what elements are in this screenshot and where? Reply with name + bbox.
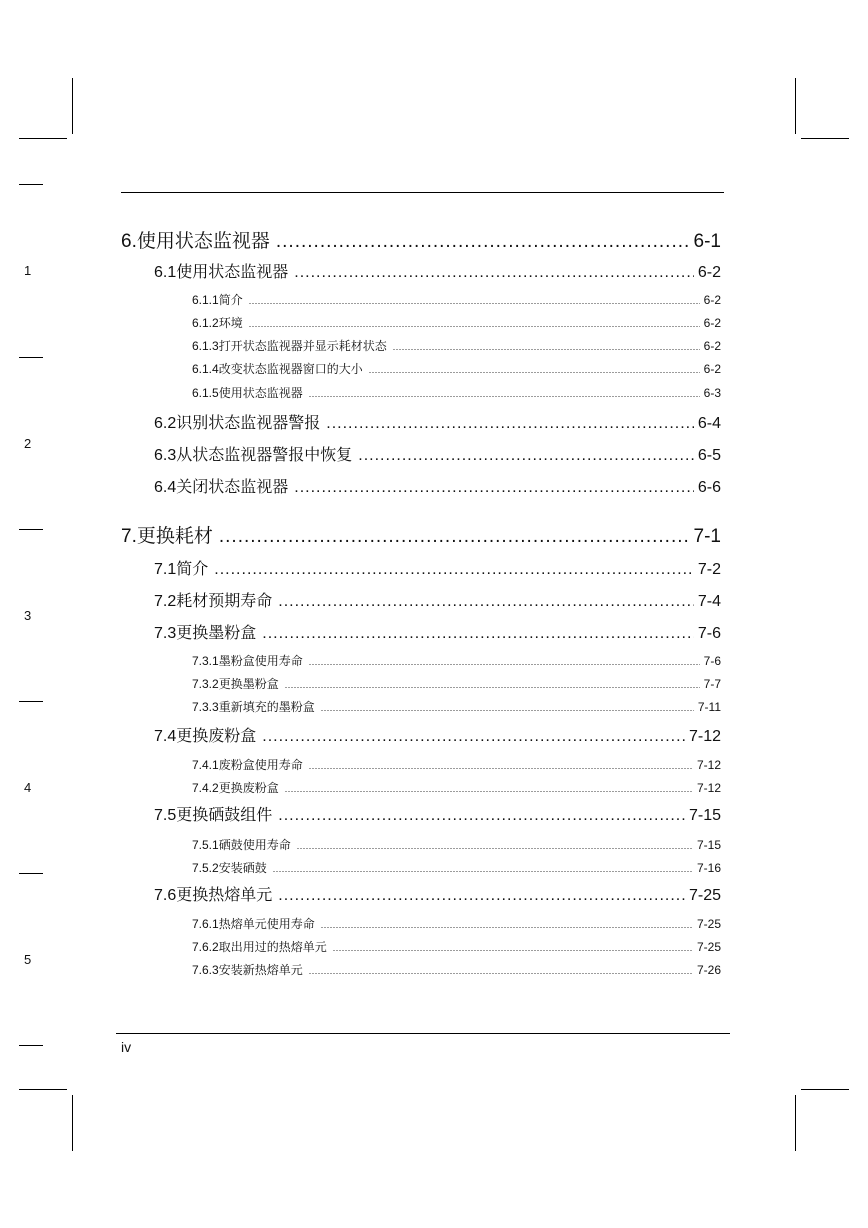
toc-entry-number: 7.2 <box>154 593 177 610</box>
toc-entry-section[interactable] <box>154 588 721 610</box>
toc-entry-number: 7.3.1 <box>192 654 219 668</box>
toc-entry-title: 打开状态监视器并显示耗材状态 <box>218 339 387 353</box>
toc-entry-subsection[interactable] <box>192 652 721 670</box>
toc-entry-number: 6.1 <box>154 264 177 281</box>
toc-entry-page: 6-1 <box>693 231 721 252</box>
toc-dot-leader <box>309 657 700 667</box>
toc-entry-number: 7.3.2 <box>192 677 219 691</box>
toc-entry-number: 6.3 <box>154 447 177 464</box>
toc-entry-subsection[interactable] <box>192 291 721 309</box>
toc-entry-title: 从状态监视器警报中恢复 <box>176 447 353 464</box>
toc-entry-page: 7-25 <box>696 917 721 931</box>
toc-entry-number: 7.4.2 <box>192 781 219 795</box>
toc-entry-number: 7.4.1 <box>192 758 219 772</box>
toc-entry-title: 墨粉盒使用寿命 <box>218 654 303 668</box>
toc-entry-section[interactable] <box>154 723 721 745</box>
toc-entry-section[interactable] <box>154 259 721 281</box>
toc-dot-leader <box>273 864 693 874</box>
toc-entry-title: 更换硒鼓组件 <box>176 807 273 824</box>
toc-entry-subsection[interactable] <box>192 779 721 797</box>
toc-entry-page: 6-2 <box>703 339 721 353</box>
toc-dot-leader <box>294 264 694 282</box>
toc-dot-leader <box>309 389 700 399</box>
toc-entry-title: 更换热熔单元 <box>176 887 273 904</box>
toc-entry-page: 6-6 <box>697 479 721 496</box>
toc-dot-leader <box>369 365 700 375</box>
toc-entry-page: 7-6 <box>703 654 721 668</box>
toc-entry-page: 7-16 <box>696 861 721 875</box>
header-rule <box>121 192 724 193</box>
toc-entry-number: 6.1.2 <box>192 316 219 330</box>
toc-entry-section[interactable] <box>154 556 721 578</box>
toc-entry-page: 7-1 <box>693 526 721 547</box>
toc-entry-title: 取出用过的热熔单元 <box>218 940 327 954</box>
toc-entry-number: 6.4 <box>154 479 177 496</box>
toc-entry-page: 6-2 <box>703 362 721 376</box>
side-tab-divider <box>19 529 43 530</box>
toc-dot-leader <box>358 447 694 465</box>
toc-entry-page: 7-25 <box>688 887 721 904</box>
toc-dot-leader <box>393 342 700 352</box>
side-tab-5: 5 <box>24 952 32 967</box>
toc-entry-number: 7.3 <box>154 625 177 642</box>
toc-dot-leader <box>297 841 693 851</box>
toc-entry-subsection[interactable] <box>192 756 721 774</box>
crop-mark-top-left-horizontal <box>19 138 67 139</box>
toc-entry-title: 更换墨粉盒 <box>176 625 257 642</box>
toc-entry-number: 7.3.3 <box>192 700 219 714</box>
toc-dot-leader <box>262 625 694 643</box>
toc-dot-leader <box>278 887 685 905</box>
toc-entry-title: 重新填充的墨粉盒 <box>218 700 315 714</box>
toc-entry-section[interactable] <box>154 802 721 824</box>
toc-entry-number: 7.5.1 <box>192 838 219 852</box>
toc-entry-title: 安装新热熔单元 <box>218 963 303 977</box>
toc-entry-page: 6-5 <box>697 447 721 464</box>
toc-entry-number: 7.6.1 <box>192 917 219 931</box>
crop-mark-bottom-left-vertical <box>72 1095 73 1151</box>
toc-entry-title: 使用状态监视器 <box>176 264 289 281</box>
toc-entry-page: 6-4 <box>697 415 721 432</box>
crop-mark-bottom-left-horizontal <box>19 1089 67 1090</box>
toc-entry-section[interactable] <box>154 410 721 432</box>
toc-entry-page: 7-12 <box>688 728 721 745</box>
toc-entry-title: 改变状态监视器窗口的大小 <box>218 362 363 376</box>
toc-dot-leader <box>219 526 690 548</box>
toc-entry-title: 简介 <box>218 293 243 307</box>
toc-entry-page: 6-3 <box>703 386 721 400</box>
toc-entry-subsection[interactable] <box>192 384 721 402</box>
toc-entry-title: 更换墨粉盒 <box>218 677 279 691</box>
toc-dot-leader <box>249 296 700 306</box>
toc-dot-leader <box>278 593 694 611</box>
toc-entry-page: 7-26 <box>696 963 721 977</box>
toc-dot-leader <box>309 761 693 771</box>
crop-mark-top-left-vertical <box>72 78 73 134</box>
toc-entry-number: 7.5 <box>154 807 177 824</box>
toc-entry-subsection[interactable] <box>192 915 721 933</box>
toc-dot-leader <box>285 784 693 794</box>
toc-entry-page: 7-7 <box>703 677 721 691</box>
toc-entry-page: 7-4 <box>697 593 721 610</box>
side-tab-4: 4 <box>24 780 32 795</box>
side-tab-divider <box>19 873 43 874</box>
side-tab-1: 1 <box>24 263 32 278</box>
toc-entry-chapter[interactable] <box>121 521 721 547</box>
toc-entry-section[interactable] <box>154 882 721 904</box>
toc-entry-subsection[interactable] <box>192 859 721 877</box>
toc-entry-title: 关闭状态监视器 <box>176 479 289 496</box>
crop-mark-top-right-horizontal <box>801 138 849 139</box>
toc-entry-page: 6-2 <box>703 293 721 307</box>
toc-dot-leader <box>214 561 694 579</box>
toc-dot-leader <box>321 920 693 930</box>
toc-entry-subsection[interactable] <box>192 675 721 693</box>
toc-entry-title: 使用状态监视器 <box>136 231 270 252</box>
toc-entry-section[interactable] <box>154 442 721 464</box>
side-tab-2: 2 <box>24 436 32 451</box>
toc-entry-number: 6.1.1 <box>192 293 219 307</box>
toc-entry-page: 6-2 <box>703 316 721 330</box>
toc-entry-section[interactable] <box>154 474 721 496</box>
toc-entry-page: 7-15 <box>688 807 721 824</box>
toc-entry-number: 7.4 <box>154 728 177 745</box>
toc-entry-title: 热熔单元使用寿命 <box>218 917 315 931</box>
crop-mark-bottom-right-horizontal <box>801 1089 849 1090</box>
side-tab-divider <box>19 701 43 702</box>
toc-entry-title: 硒鼓使用寿命 <box>218 838 291 852</box>
toc-entry-title: 更换耗材 <box>136 526 213 547</box>
toc-entry-page: 7-15 <box>696 838 721 852</box>
toc-dot-leader <box>294 479 694 497</box>
toc-entry-number: 7. <box>121 526 137 547</box>
toc-entry-title: 简介 <box>176 561 209 578</box>
toc-entry-number: 7.1 <box>154 561 177 578</box>
toc-entry-subsection[interactable] <box>192 938 721 956</box>
toc-entry-number: 7.6.2 <box>192 940 219 954</box>
toc-dot-leader <box>309 966 693 976</box>
toc-entry-number: 6. <box>121 231 137 252</box>
footer-rule <box>116 1033 730 1034</box>
toc-entry-title: 使用状态监视器 <box>218 386 303 400</box>
toc-entry-number: 6.1.3 <box>192 339 219 353</box>
toc-entry-page: 7-25 <box>696 940 721 954</box>
side-tab-3: 3 <box>24 608 32 623</box>
toc-entry-title: 安装硒鼓 <box>218 861 267 875</box>
toc-entry-number: 6.2 <box>154 415 177 432</box>
toc-dot-leader <box>278 807 685 825</box>
toc-entry-number: 7.5.2 <box>192 861 219 875</box>
toc-entry-number: 6.1.4 <box>192 362 219 376</box>
toc-entry-subsection[interactable] <box>192 961 721 979</box>
toc-dot-leader <box>326 415 694 433</box>
toc-entry-title: 识别状态监视器警报 <box>176 415 321 432</box>
toc-entry-page: 7-2 <box>697 561 721 578</box>
crop-mark-bottom-right-vertical <box>795 1095 796 1151</box>
toc-dot-leader <box>262 728 685 746</box>
toc-entry-number: 7.6.3 <box>192 963 219 977</box>
toc-entry-title: 废粉盒使用寿命 <box>218 758 303 772</box>
toc-entry-page: 6-2 <box>697 264 721 281</box>
toc-entry-title: 更换废粉盒 <box>176 728 257 745</box>
crop-mark-top-right-vertical <box>795 78 796 134</box>
toc-entry-title: 环境 <box>218 316 243 330</box>
toc-dot-leader <box>333 943 693 953</box>
toc-entry-subsection[interactable] <box>192 314 721 332</box>
toc-dot-leader <box>249 319 700 329</box>
side-tab-divider <box>19 1045 43 1046</box>
toc-entry-number: 6.1.5 <box>192 386 219 400</box>
toc-entry-page: 7-11 <box>697 700 721 714</box>
toc-entry-page: 7-12 <box>696 758 721 772</box>
toc-entry-page: 7-12 <box>696 781 721 795</box>
side-tab-divider <box>19 184 43 185</box>
toc-entry-subsection[interactable] <box>192 360 721 378</box>
toc-dot-leader <box>276 231 690 253</box>
toc-entry-chapter[interactable] <box>121 226 721 252</box>
toc-entry-number: 7.6 <box>154 887 177 904</box>
toc-dot-leader <box>285 680 700 690</box>
toc-entry-title: 更换废粉盒 <box>218 781 279 795</box>
toc-entry-section[interactable] <box>154 620 721 642</box>
toc-entry-page: 7-6 <box>697 625 721 642</box>
toc-dot-leader <box>321 703 694 713</box>
toc-entry-subsection[interactable] <box>192 836 721 854</box>
toc-entry-title: 耗材预期寿命 <box>176 593 273 610</box>
toc-entry-subsection[interactable] <box>192 337 721 355</box>
footer-page-number: iv <box>121 1039 132 1055</box>
side-tab-divider <box>19 357 43 358</box>
toc-entry-subsection[interactable] <box>192 698 721 716</box>
